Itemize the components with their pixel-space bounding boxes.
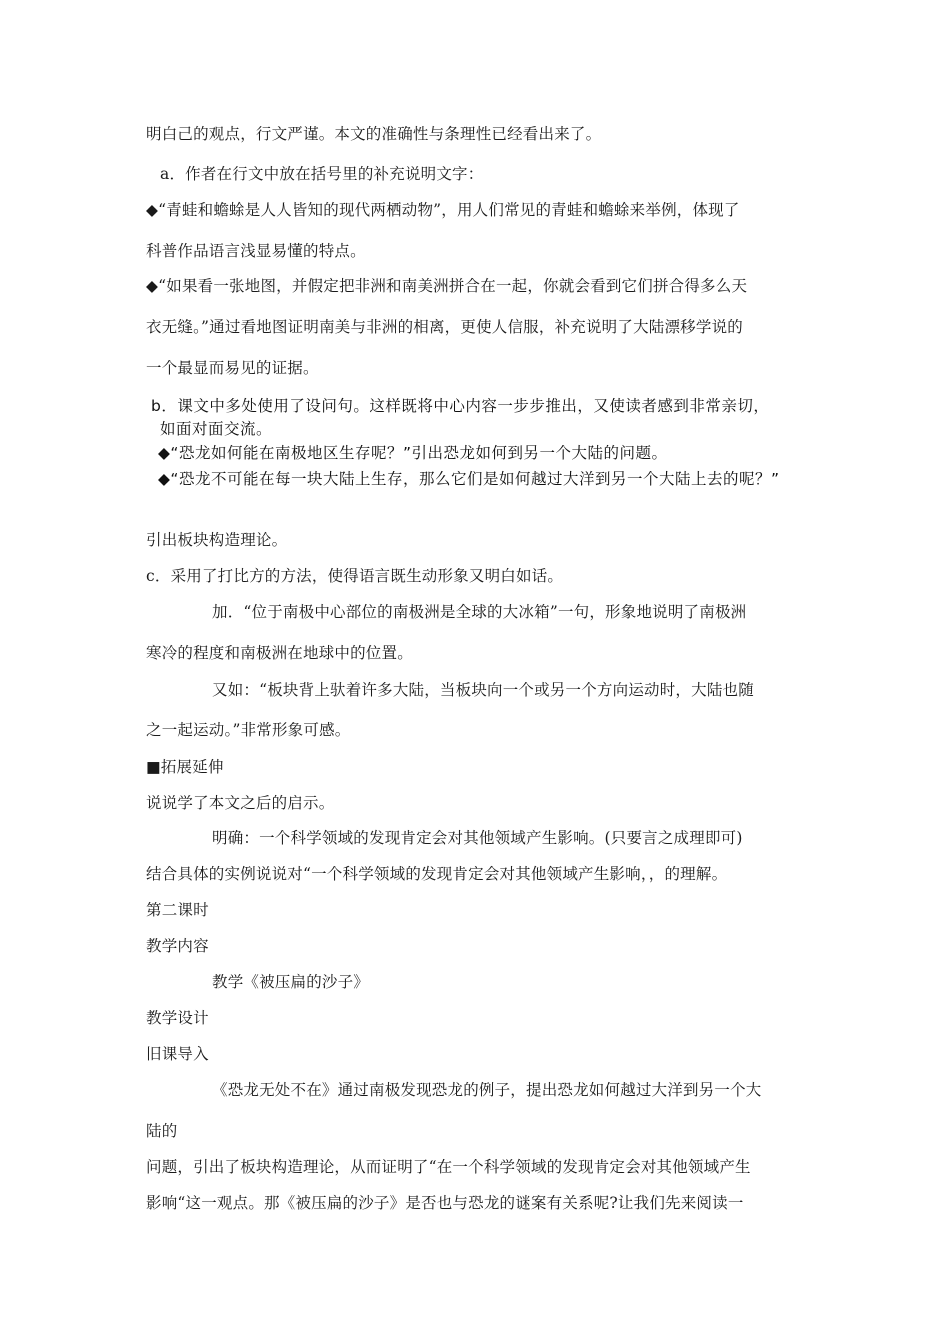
- paragraph-line: 一个最显而易见的证据。: [146, 359, 319, 377]
- paragraph-line: 明确：一个科学领域的发现肯定会对其他领域产生影响。(只要言之成理即可): [212, 829, 743, 847]
- paragraph-line: 寒冷的程度和南极洲在地球中的位置。: [146, 644, 413, 662]
- paragraph-line: 影响“这一观点。那《被压扁的沙子》是否也与恐龙的谜案有关系呢?让我们先来阅读一: [146, 1194, 744, 1212]
- pasted-image-text-line: b．课文中多处使用了设问句。这样既将中心内容一步步推出，又使读者感到非常亲切，: [151, 397, 770, 415]
- paragraph-line: 之一起运动。”非常形象可感。: [146, 721, 351, 739]
- paragraph-line: 又如：“板块背上驮着许多大陆，当板块向一个或另一个方向运动时，大陆也随: [212, 681, 754, 699]
- section-heading: ■拓展延伸: [146, 758, 224, 776]
- paragraph-line: c．采用了打比方的方法，使得语言既生动形象又明白如话。: [146, 567, 564, 585]
- pasted-image-text-line: 如面对面交流。: [160, 420, 273, 438]
- paragraph-line: 陆的: [146, 1122, 178, 1140]
- pasted-image-text-line: ◆“恐龙不可能在每一块大陆上生存，那么它们是如何越过大洋到另一个大陆上去的呢？”: [158, 470, 780, 488]
- pasted-image-text-line: ◆“恐龙如何能在南极地区生存呢？”引出恐龙如何到另一个大陆的问题。: [158, 444, 668, 462]
- paragraph-line: a．作者在行文中放在括号里的补充说明文字：: [160, 165, 484, 183]
- paragraph-line: 加．“位于南极中心部位的南极洲是全球的大冰箱”一句，形象地说明了南极洲: [212, 603, 747, 621]
- paragraph-line: 说说学了本文之后的启示。: [146, 794, 335, 812]
- paragraph-line: ◆“如果看一张地图，并假定把非洲和南美洲拼合在一起，你就会看到它们拼合得多么天: [146, 277, 748, 295]
- paragraph-line: 教学《被压扁的沙子》: [212, 973, 370, 991]
- section-heading: 第二课时: [146, 901, 209, 919]
- paragraph-line: 《恐龙无处不在》通过南极发现恐龙的例子，提出恐龙如何越过大洋到另一个大: [212, 1081, 762, 1099]
- paragraph-line: ◆“青蛙和蟾蜍是人人皆知的现代两栖动物”，用人们常见的青蛙和蟾蜍来举例，体现了: [146, 201, 740, 219]
- section-heading: 旧课导入: [146, 1045, 209, 1063]
- paragraph-line: 引出板块构造理论。: [146, 531, 288, 549]
- section-heading: 教学设计: [146, 1009, 209, 1027]
- paragraph-line: 结合具体的实例说说对“一个科学领域的发现肯定会对其他领域产生影响，，的理解。: [146, 865, 728, 883]
- paragraph-line: 明白己的观点，行文严谨。本文的准确性与条理性已经看出来了。: [146, 125, 602, 143]
- paragraph-line: 衣无缝。”通过看地图证明南美与非洲的相离，更使人信服，补充说明了大陆漂移学说的: [146, 318, 743, 336]
- paragraph-line: 问题，引出了板块构造理论，从而证明了“在一个科学领域的发现肯定会对其他领域产生: [146, 1158, 751, 1176]
- section-heading: 教学内容: [146, 937, 209, 955]
- paragraph-line: 科普作品语言浅显易懂的特点。: [146, 242, 366, 260]
